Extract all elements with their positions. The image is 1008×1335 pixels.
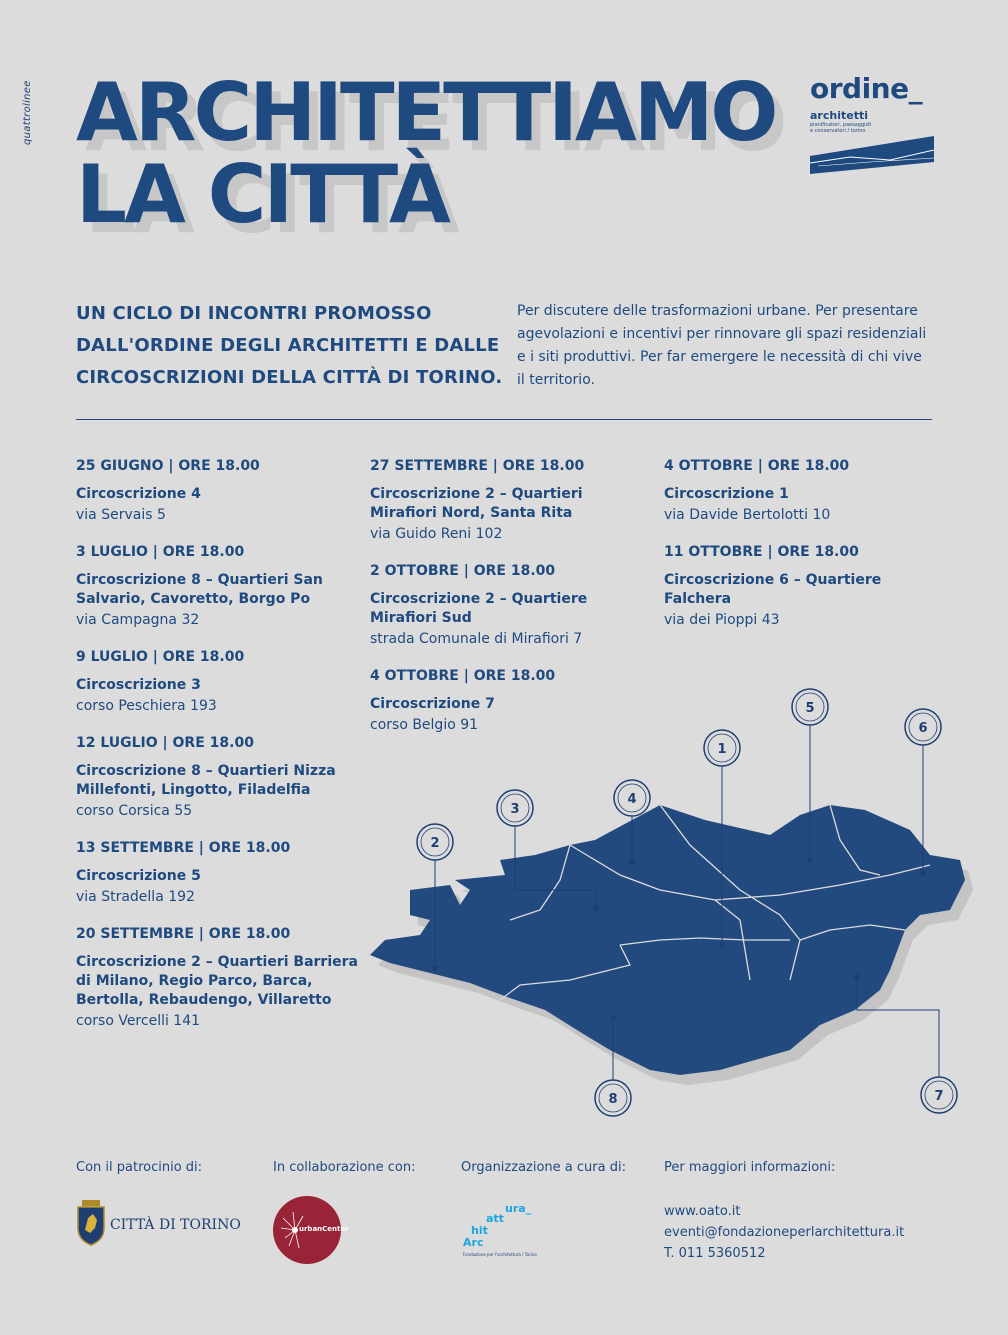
fond-logo-line: Arc [463, 1236, 484, 1249]
logo-sub: architetti [810, 109, 868, 122]
logo-word: ordine_ [810, 72, 923, 105]
event-name-line: Circoscrizione 1 [664, 486, 789, 502]
map-pin-7 [921, 1077, 957, 1113]
event-name-line: Circoscrizione 8 – Quartieri Nizza [76, 763, 336, 779]
map-pin-1 [704, 730, 740, 766]
svg-text:3: 3 [510, 802, 520, 817]
turin-crest-icon [76, 1200, 106, 1246]
divider [76, 419, 932, 420]
svg-text:2: 2 [430, 836, 440, 851]
event-address: corso Peschiera 193 [76, 698, 217, 714]
intro-line-2: DALL'ORDINE DEGLI ARCHITETTI E DALLE [76, 335, 500, 356]
svg-text:7: 7 [934, 1089, 944, 1104]
desc-line-2: agevolazioni e incentivi per rinnovare gli spazi residenziali [517, 326, 927, 342]
event-name [76, 953, 366, 1010]
event-name-line: Bertolla, Rebaudengo, Villaretto [76, 992, 332, 1008]
fondazione-logo [461, 1200, 561, 1262]
event-name [370, 590, 660, 628]
event-name-line: Circoscrizione 8 – Quartieri San [76, 572, 323, 588]
schedule-column-1 [76, 457, 366, 1049]
event-name-line: Circoscrizione 3 [76, 677, 201, 693]
desc-line-4: il territorio. [517, 372, 595, 388]
event-date: 12 LUGLIO | ORE 18.00 [76, 735, 254, 751]
schedule-column-3 [664, 457, 954, 648]
event-name-line: Falchera [664, 591, 732, 607]
intro-heading [76, 298, 503, 394]
event-date: 4 OTTOBRE | ORE 18.00 [370, 668, 556, 684]
event-name-line: di Milano, Regio Parco, Barca, [76, 973, 313, 989]
event-address: via dei Pioppi 43 [664, 612, 780, 628]
title-line-1: ARCHITETTIAMO [76, 66, 776, 159]
event-date: 25 GIUGNO | ORE 18.00 [76, 458, 260, 474]
map-pin-5 [792, 689, 828, 725]
fond-logo-tiny: Fondazione per l'architettura / Torino [463, 1252, 537, 1257]
contact-info [664, 1201, 904, 1264]
map-pin-3 [497, 790, 533, 826]
event-date: 3 LUGLIO | ORE 18.00 [76, 544, 245, 560]
event-item [76, 925, 366, 1032]
event-name [370, 485, 660, 523]
intro-description [517, 300, 947, 392]
event-name [76, 485, 366, 504]
event-name-line: Circoscrizione 6 – Quartiere [664, 572, 882, 588]
event-name-line: Circoscrizione 2 – Quartieri Barriera [76, 954, 358, 970]
map-pin-2 [417, 824, 453, 860]
event-item [76, 734, 366, 822]
svg-text:6: 6 [918, 721, 928, 736]
event-name-line: Millefonti, Lingotto, Filadelfia [76, 782, 311, 798]
event-date: 13 SETTEMBRE | ORE 18.00 [76, 840, 291, 856]
event-name-line: Circoscrizione 2 – Quartieri [370, 486, 583, 502]
map-pin-8 [595, 1080, 631, 1116]
logo-tiny-1: pianificatori, paesaggisti [810, 122, 872, 128]
logo-tiny-2: e conservatori / torino [810, 128, 866, 134]
org-heading: Organizzazione a cura di: [461, 1160, 626, 1175]
event-address: corso Belgio 91 [370, 717, 479, 733]
event-name [76, 571, 366, 609]
event-name [370, 695, 660, 714]
event-date: 4 OTTOBRE | ORE 18.00 [664, 458, 850, 474]
email-link[interactable]: eventi@fondazioneperlarchitettura.it [664, 1225, 905, 1240]
event-item [370, 667, 660, 736]
svg-text:4: 4 [627, 792, 637, 807]
event-name-line: Mirafiori Sud [370, 610, 472, 626]
event-address: via Guido Reni 102 [370, 526, 503, 542]
city-of-turin-logo [76, 1200, 246, 1250]
patrocinio-heading: Con il patrocinio di: [76, 1160, 203, 1175]
ordine-logo [810, 72, 940, 176]
event-date: 27 SETTEMBRE | ORE 18.00 [370, 458, 585, 474]
event-address: via Davide Bertolotti 10 [664, 507, 831, 523]
event-name [76, 762, 366, 800]
event-date: 20 SETTEMBRE | ORE 18.00 [76, 926, 291, 942]
event-name [664, 485, 954, 504]
event-address: corso Vercelli 141 [76, 1013, 201, 1029]
event-item [370, 562, 660, 650]
event-name [664, 571, 954, 609]
schedule-column-2 [370, 457, 660, 753]
title-line-2: LA CITTÀ [76, 148, 448, 241]
event-item [370, 457, 660, 545]
intro-line-1: UN CICLO DI INCONTRI PROMOSSO [76, 303, 432, 324]
event-address: via Servais 5 [76, 507, 166, 523]
event-name-line: Circoscrizione 2 – Quartiere [370, 591, 588, 607]
phone-number: T. 011 5360512 [664, 1246, 766, 1261]
event-date: 2 OTTOBRE | ORE 18.00 [370, 563, 556, 579]
event-name-line: Salvario, Cavoretto, Borgo Po [76, 591, 311, 607]
event-item [76, 457, 366, 526]
fond-logo-line: hit [471, 1224, 488, 1237]
logo-stripe-icon [810, 136, 934, 176]
event-name-line: Mirafiori Nord, Santa Rita [370, 505, 573, 521]
page-title [76, 66, 776, 241]
event-name-line: Circoscrizione 7 [370, 696, 495, 712]
event-name [76, 676, 366, 695]
desc-line-1: Per discutere delle trasformazioni urbane. Per presentare [517, 303, 918, 319]
event-address: corso Corsica 55 [76, 803, 193, 819]
event-address: strada Comunale di Mirafiori 7 [370, 631, 583, 647]
city-logo-text: CITTÀ DI TORINO [110, 1217, 241, 1233]
info-heading: Per maggiori informazioni: [664, 1160, 836, 1175]
event-item [76, 543, 366, 631]
svg-text:8: 8 [608, 1092, 618, 1107]
event-date: 9 LUGLIO | ORE 18.00 [76, 649, 245, 665]
side-label: quattrolinee [22, 80, 33, 145]
desc-line-3: e i siti produttivi. Per far emergere le necessità di chi vive [517, 349, 922, 365]
fond-logo-line: ura_ [505, 1202, 532, 1215]
intro-line-3: CIRCOSCRIZIONI DELLA CITTÀ DI TORINO. [76, 367, 503, 388]
collab-heading: In collaborazione con: [273, 1160, 416, 1175]
svg-text:1: 1 [717, 742, 727, 757]
svg-text:5: 5 [805, 701, 815, 716]
event-name-line: Circoscrizione 4 [76, 486, 201, 502]
event-address: via Stradella 192 [76, 889, 195, 905]
urban-center-logo [273, 1196, 349, 1264]
map-pin-6 [905, 709, 941, 745]
event-item [664, 457, 954, 526]
event-date: 11 OTTOBRE | ORE 18.00 [664, 544, 859, 560]
website-link[interactable]: www.oato.it [664, 1204, 741, 1219]
event-name [76, 867, 366, 886]
event-address: via Campagna 32 [76, 612, 200, 628]
event-item [664, 543, 954, 631]
event-item [76, 839, 366, 908]
urban-logo-text: urbanCenter [299, 1225, 349, 1233]
event-name-line: Circoscrizione 5 [76, 868, 201, 884]
fond-logo-line: att [486, 1212, 504, 1225]
map-pin-4 [614, 780, 650, 816]
event-item [76, 648, 366, 717]
